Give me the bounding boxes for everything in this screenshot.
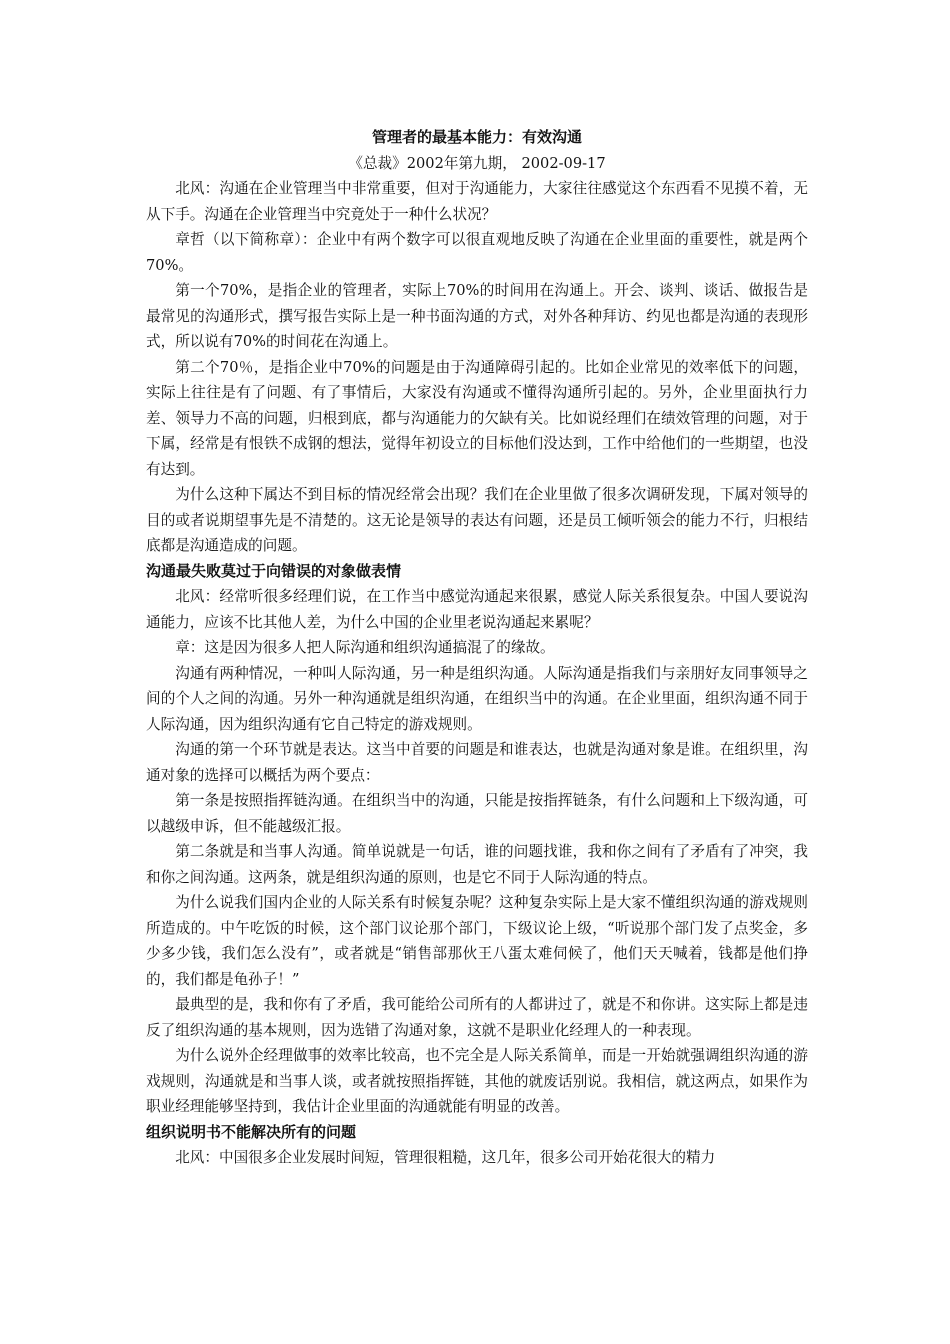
paragraph: 章：这是因为很多人把人际沟通和组织沟通搞混了的缘故。 (175, 639, 555, 656)
section-heading: 组织说明书不能解决所有的问题 (146, 1122, 357, 1141)
paragraph: 北风：中国很多企业发展时间短，管理很粗糙，这几年，很多公司开始花很大的精力 (175, 1149, 716, 1166)
article-title: 管理者的最基本能力：有效沟通 (371, 128, 582, 146)
paragraph: 沟通有两种情况，一种叫人际沟通，另一种是组织沟通。人际沟通是指我们与亲朋好友同事领导之间的个人之间的沟通。另外一种沟通就是组织沟通，在组织当中的沟通。在企业里面，组织沟通不同于人际沟通，因为组织沟通有它自己特定的游戏规则。 (146, 664, 808, 733)
paragraph: 章哲（以下简称章）：企业中有两个数字可以很直观地反映了沟通在企业里面的重要性，就是两个70%。 (146, 231, 808, 274)
document-page (146, 124, 808, 1171)
paragraph: 第一条是按照指挥链沟通。在组织当中的沟通，只能是按指挥链条，有什么问题和上下级沟通，可以越级申诉，但不能越级汇报。 (146, 792, 808, 835)
section-intro (146, 176, 808, 559)
section-communication-target (146, 559, 808, 1120)
paragraph: 最典型的是，我和你有了矛盾，我可能给公司所有的人都讲过了，就是不和你讲。这实际上都是违反了组织沟通的基本规则，因为选错了沟通对象，这就不是职业化经理人的一种表现。 (146, 996, 808, 1039)
section-heading: 沟通最失败莫过于向错误的对象做表情 (146, 561, 402, 580)
section-org-manual (146, 1120, 808, 1171)
paragraph: 北风：沟通在企业管理当中非常重要，但对于沟通能力，大家往往感觉这个东西看不见摸不着，无从下手。沟通在企业管理当中究竟处于一种什么状况？ (146, 180, 808, 223)
paragraph: 北风：经常听很多经理们说，在工作当中感觉沟通起来很累，感觉人际关系很复杂。中国人要说沟通能力，应该不比其他人差，为什么中国的企业里老说沟通起来累呢？ (146, 588, 808, 631)
paragraph: 为什么说外企经理做事的效率比较高，也不完全是人际关系简单，而是一开始就强调组织沟通的游戏规则，沟通就是和当事人谈，或者就按照指挥链，其他的就废话别说。我相信，就这两点，如果作为职业经理能够坚持到，我估计企业里面的沟通就能有明显的改善。 (146, 1047, 808, 1115)
paragraph: 为什么这种下属达不到目标的情况经常会出现？我们在企业里做了很多次调研发现，下属对领导的目的或者说期望事先是不清楚的。这无论是领导的表达有问题，还是员工倾听领会的能力不行，归根结底都是沟通造成的问题。 (146, 486, 808, 554)
paragraph: 第一个70%，是指企业的管理者，实际上70%的时间用在沟通上。开会、谈判、谈话、做报告是最常见的沟通形式，撰写报告实际上是一种书面沟通的方式，对外各种拜访、约见也都是沟通的表现形式，所以说有70%的时间花在沟通上。 (146, 282, 808, 350)
paragraph: 第二个70％，是指企业中70%的问题是由于沟通障碍引起的。比如企业常见的效率低下的问题，实际上往往是有了问题、有了事情后，大家没有沟通或不懂得沟通所引起的。另外，企业里面执行力差、领导力不高的问题，归根到底，都与沟通能力的欠缺有关。比如说经理们在绩效管理的问题，对于下属，经常是有恨铁不成钢的想法，觉得年初设立的目标他们没达到，工作中给他们的一些期望，也没有达到。 (146, 358, 808, 478)
paragraph: 为什么说我们国内企业的人际关系有时候复杂呢？这种复杂实际上是大家不懂组织沟通的游戏规则所造成的。中午吃饭的时候，这个部门议论那个部门，下级议论上级，“听说那个部门发了点奖金，多少多少钱，我们怎么没有”，或者就是“销售部那伙王八蛋太难伺候了，他们天天喊着，钱都是他们挣的，我们都是龟孙子！” (146, 894, 808, 988)
paragraph: 沟通的第一个环节就是表达。这当中首要的问题是和谁表达，也就是沟通对象是谁。在组织里，沟通对象的选择可以概括为两个要点： (146, 741, 808, 784)
paragraph: 第二条就是和当事人沟通。简单说就是一句话，谁的问题找谁，我和你之间有了矛盾有了冲突，我和你之间沟通。这两条，就是组织沟通的原则，也是它不同于人际沟通的特点。 (146, 843, 808, 886)
article-source: 《总裁》2002年第九期， 2002-09-17 (348, 155, 606, 172)
